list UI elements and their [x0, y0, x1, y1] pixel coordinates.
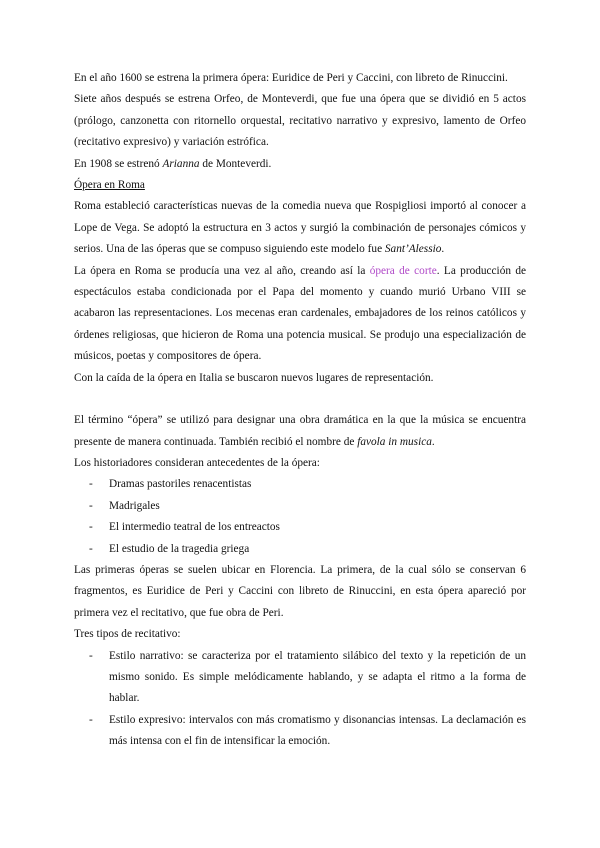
list-item: [74, 496, 526, 517]
paragraph-10: Tres tipos de recitativo:: [74, 628, 181, 641]
list-item-text: Madrigales: [109, 499, 160, 512]
list-item-text: Estilo expresivo: intervalos con más cromatismo y disonancias intensas. La declamación es más intensa con el fin de intensificar la emoción.: [109, 713, 526, 748]
section-heading: Ópera en Roma: [74, 179, 145, 192]
paragraph-5-text: La ópera en Roma se producía una vez al año, creando así la: [74, 264, 370, 277]
list-item-text: El intermedio teatral de los entreactos: [109, 521, 280, 534]
dash-bullet: -: [89, 521, 93, 534]
paragraph-6: Con la caída de la ópera en Italia se buscaron nuevos lugares de representación.: [74, 371, 434, 384]
dash-bullet: -: [89, 478, 93, 491]
paragraph-9: Las primeras óperas se suelen ubicar en Florencia. La primera, de la cual sólo se conservan 6 fragmentos, es Euridice de Peri y Caccini con libreto de Rinuccini, en esta ópera apareció por primera vez el recitativo, que fue obra de Peri.: [74, 563, 526, 619]
paragraph-5: [74, 261, 526, 368]
recitative-types-list: [74, 646, 526, 753]
dash-bullet: -: [89, 649, 93, 662]
dash-bullet: -: [89, 542, 93, 555]
list-item-text: El estudio de la tragedia griega: [109, 542, 250, 555]
dash-bullet: -: [89, 713, 93, 726]
list-item-text: Dramas pastoriles renacentistas: [109, 478, 252, 491]
paragraph-3: [74, 154, 526, 175]
work-title-sant-alessio: Sant’Alessio: [384, 243, 442, 256]
list-item: [74, 646, 526, 710]
paragraph-4: [74, 196, 526, 260]
paragraph-2: Siete años después se estrena Orfeo, de Monteverdi, que fue una ópera que se dividió en 5 actos (prólogo, canzonetta con ritornello orquestal, recitativo narrativo y expresivo, lamento de Orfeo (recitativo expresivo) y variación estrófica.: [74, 93, 526, 149]
paragraph-7-text: El término “ópera” se utilizó para designar una obra dramática en la que la música se encuentra presente de manera continuada. También recibió el nombre de: [74, 414, 526, 448]
work-title-arianna: Arianna: [162, 157, 200, 170]
paragraph-5-tail: . La producción de espectáculos estaba condicionada por el Papa del momento y cuando murió Urbano VIII se acabaron las representaciones. Los mecenas eran cardenales, embajadores de los reinos católicos y órdenes religiosas, que hicieron de Roma una potencia musical. Se produjo una especialización de músicos, poetas y compositores de ópera.: [74, 264, 526, 363]
paragraph-spacer: [74, 389, 526, 410]
term-favola-in-musica: favola in musica: [357, 435, 432, 448]
document-body: [74, 68, 526, 753]
list-item: [74, 474, 526, 495]
paragraph-7: [74, 410, 526, 453]
paragraph-4-tail: .: [441, 243, 445, 256]
list-item: [74, 710, 526, 753]
paragraph-4-text: Roma estableció características nuevas de la comedia nueva que Rospigliosi importó al conocer a Lope de Vega. Se adoptó la estructura en 3 actos y surgió la combinación de personajes cómicos y serios. Una de las óperas que se compuso siguiendo este modelo fue: [74, 200, 526, 256]
list-item: [74, 539, 526, 560]
antecedents-list: [74, 474, 526, 560]
list-item: [74, 517, 526, 538]
list-item-text: Estilo narrativo: se caracteriza por el tratamiento silábico del texto y la repetición de un mismo sonido. Es simple melódicamente hablando, y se adapta el ritmo a la forma de hablar.: [109, 649, 526, 705]
paragraph-1: En el año 1600 se estrena la primera ópera: Euridice de Peri y Caccini, con libreto de Rinuccini.: [74, 72, 508, 84]
paragraph-7-tail: .: [431, 435, 435, 448]
paragraph-3-tail: de Monteverdi.: [199, 157, 272, 170]
dash-bullet: -: [89, 499, 93, 512]
opera-de-corte-link[interactable]: ópera de corte: [369, 264, 437, 277]
paragraph-3-text: En 1908 se estrenó: [74, 157, 163, 170]
paragraph-8: Los historiadores consideran antecedentes de la ópera:: [74, 456, 320, 469]
